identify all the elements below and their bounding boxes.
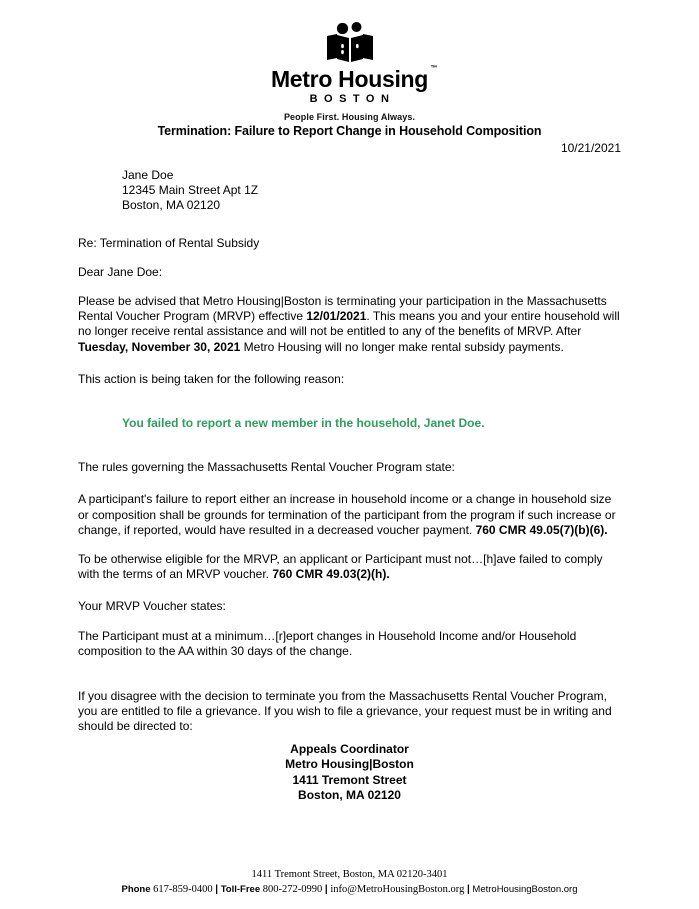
rule-citation-1 <box>78 492 624 538</box>
paragraph-termination-notice <box>78 294 624 355</box>
voucher-intro: Your MRVP Voucher states: <box>78 599 226 614</box>
salutation: Dear Jane Doe: <box>78 264 163 279</box>
footer-email[interactable]: info@MetroHousingBoston.org <box>330 884 465 895</box>
footer-separator-2: | <box>324 884 328 895</box>
rule-citation-2 <box>78 552 624 582</box>
appeals-line-1: Appeals Coordinator <box>290 742 409 756</box>
logo-wordmark <box>270 65 438 92</box>
letter-body <box>78 168 624 735</box>
after-date: Tuesday, November 30, 2021 <box>78 339 241 354</box>
logo-wordmark-text: Metro Housing <box>270 66 429 92</box>
para1-part3: Metro Housing will no longer make rental subsidy payments. <box>240 339 564 354</box>
termination-reason: You failed to report a new member in the household, Janet Doe. <box>122 416 485 431</box>
footer-separator-1: | <box>215 884 219 895</box>
rule-1-text: A participant's failure to report either an increase in household income or a change in household size or composition shall be grounds for termination of the participant from the program if such increase or change, if reported, would have resulted in a decreased voucher payment. <box>78 492 616 537</box>
logo-tagline: People First. Housing Always. <box>283 112 416 122</box>
reason-intro: This action is being taken for the following reason: <box>78 371 345 386</box>
document-date: 10/21/2021 <box>560 141 621 155</box>
rule-1-citation: 760 CMR 49.05(7)(b)(6). <box>475 522 608 537</box>
para1-part2: . This means you and your entire household will no longer receive rental assistance and will not be entitled to any of the benefits of MRVP. After <box>78 309 620 339</box>
recipient-address <box>122 168 624 214</box>
letterhead <box>0 22 699 124</box>
appeals-line-2: Metro Housing|Boston <box>285 757 414 772</box>
logo-subtitle: BOSTON <box>309 93 396 105</box>
rule-2-citation: 760 CMR 49.03(2)(h). <box>272 567 390 582</box>
para1-part1: Please be advised that Metro Housing|Boston is terminating your participation in the Massachusetts Rental Voucher Program (MRVP) effective <box>78 294 607 324</box>
appeals-address-block <box>0 742 699 804</box>
rule-2-text: To be otherwise eligible for the MRVP, an applicant or Participant must not…[h]ave failed to comply with the terms of an MRVP voucher. <box>78 552 603 582</box>
trademark-icon: ™ <box>430 65 438 72</box>
grievance-paragraph: If you disagree with the decision to terminate you from the Massachusetts Rental Voucher Program, you are entitled to file a grievance. If you wish to file a grievance, your request must be in writing and should be directed to: <box>78 689 612 734</box>
recipient-city-state-zip: Boston, MA 02120 <box>122 198 221 213</box>
effective-date: 12/01/2021 <box>306 309 367 324</box>
voucher-quote: The Participant must at a minimum…[r]eport changes in Household Income and/or Household composition to the AA within 30 days of the change. <box>78 628 577 658</box>
subject-line: Re: Termination of Rental Subsidy <box>78 235 260 250</box>
people-reading-book-icon <box>319 22 381 64</box>
tollfree-number: 800-272-0990 <box>262 884 323 895</box>
tollfree-label: Toll-Free <box>220 884 261 895</box>
phone-label: Phone <box>121 884 151 895</box>
footer-address: 1411 Tremont Street, Boston, MA 02120-3401 <box>251 869 448 880</box>
page-footer <box>0 868 699 897</box>
footer-contact-line <box>0 883 699 897</box>
footer-website[interactable]: MetroHousingBoston.org <box>472 884 578 895</box>
appeals-line-3: 1411 Tremont Street <box>292 772 407 787</box>
page-title: Termination: Failure to Report Change in Household Composition <box>157 124 542 138</box>
recipient-street: 12345 Main Street Apt 1Z <box>122 183 259 198</box>
appeals-line-4: Boston, MA 02120 <box>298 788 401 803</box>
phone-number: 617-859-0400 <box>153 884 213 895</box>
recipient-name: Jane Doe <box>122 168 174 182</box>
footer-separator-3: | <box>466 884 470 895</box>
rules-intro: The rules governing the Massachusetts Rental Voucher Program state: <box>78 460 455 475</box>
